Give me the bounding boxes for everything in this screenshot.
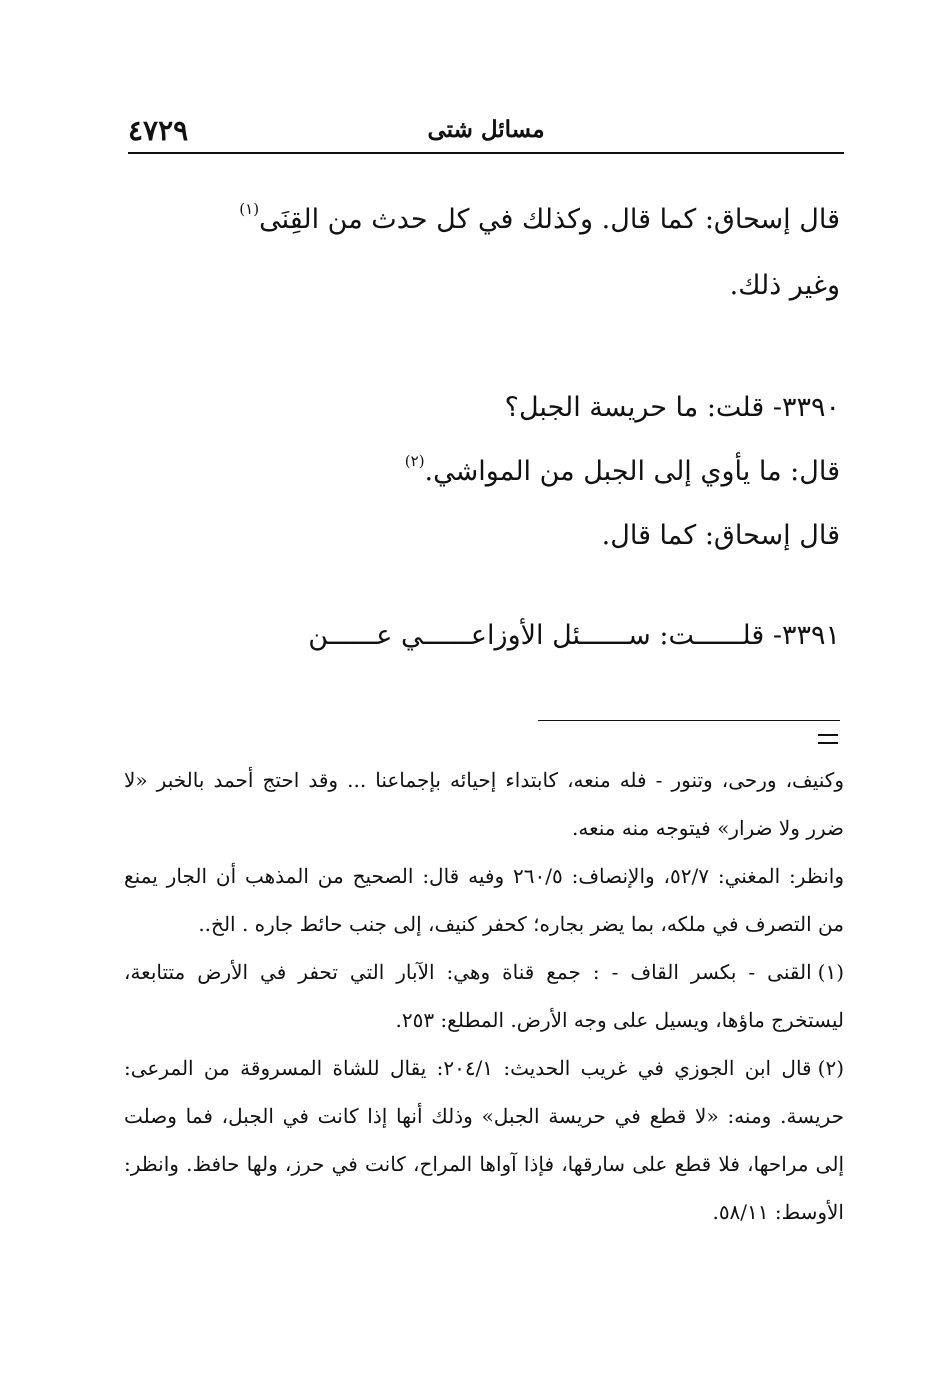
question-3391: ٣٣٩١- قلــــــت: ســــــئل الأوزاعــــــي عــــــن (308, 620, 840, 651)
ishaq-reply-3390: قال إسحاق: كما قال. (601, 520, 840, 551)
page-header (128, 108, 844, 152)
footnote-divider (538, 720, 840, 721)
ishaq-comment-line-1 (130, 190, 840, 250)
footnote-2 (124, 1044, 844, 1236)
footnotes (124, 756, 844, 1236)
page-number: ٤٧٢٩ (128, 114, 189, 147)
footnote-ref-2: (٢) (404, 452, 425, 470)
continuation-mark (818, 734, 838, 744)
footnote-text: القنى - بكسر القاف - : جمع قناة وهي: الآبار التي تحفر في الأرض متتابعة، ليستخرج ماؤها، ويسيل على وجه الأرض. المطلع: ٢٥٣. (124, 960, 844, 1032)
answer-3390 (130, 442, 840, 502)
ishaq-comment-line-2: وغير ذلك. (729, 270, 840, 301)
running-title: مسائل شتى (427, 116, 545, 143)
footnote-continuation-paragraph: وكنيف، ورحى، وتنور - فله منعه، كابتداء إحيائه بإجماعنا ... وقد احتج أحمد بالخبر «لا ضرر ولا ضرار» فيتوجه منه منعه. (124, 768, 844, 840)
footnote-marker: (١) (817, 960, 844, 984)
question-3390: ٣٣٩٠- قلت: ما حريسة الجبل؟ (504, 392, 840, 423)
footnote-ref-1: (١) (239, 200, 260, 218)
footnote-1 (124, 948, 844, 1044)
answer-3390-text: قال: ما يأوي إلى الجبل من المواشي. (424, 456, 840, 487)
header-rule (128, 152, 844, 154)
footnote-text: قال ابن الجوزي في غريب الحديث: ٢٠٤/١: يقال للشاة المسروقة من المرعى: حريسة. ومنه: «لا قطع في حريسة الجبل» وذلك أنها إذا كانت في الجبل، فما وصلت إلى مراحها، فلا قطع على سارقها، فإذا آواها المراح، كانت في حرز، ولها حافظ. وانظر: الأوسط: ٥٨/١١. (124, 1056, 844, 1224)
ishaq-comment-text: قال إسحاق: كما قال. وكذلك في كل حدث من القِنَى (259, 204, 840, 235)
footnote-continuation-paragraph: وانظر: المغني: ٥٢/٧، والإنصاف: ٢٦٠/٥ وفيه قال: الصحيح من المذهب أن الجار يمنع من التصرف في ملكه، بما يضر بجاره؛ كحفر كنيف، إلى جنب حائط جاره . الخ.. (124, 864, 845, 936)
footnote-marker: (٢) (817, 1056, 844, 1080)
